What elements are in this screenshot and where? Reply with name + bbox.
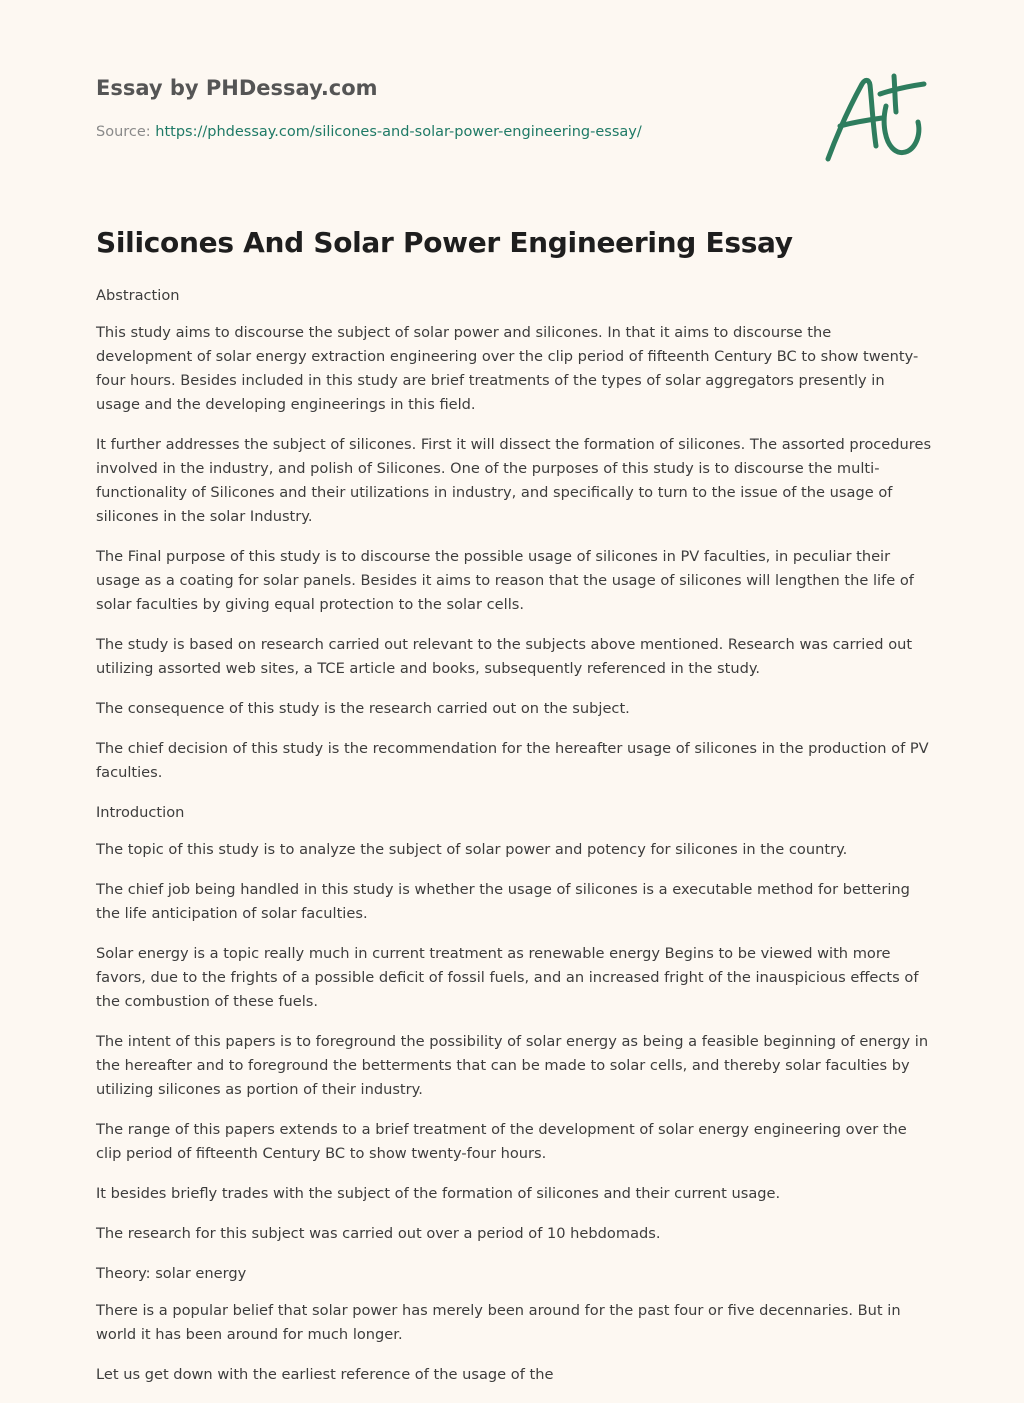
essay-paragraph: The Final purpose of this study is to discourse the possible usage of silicones in PV faculties, in peculiar their usage as a coating for solar panels. Besides it aims to reason that the usage of silicones will lengthen the life of solar faculties by giving equal protection to the solar cells.	[96, 548, 914, 613]
essay-paragraph: The consequence of this study is the research carried out on the subject.	[96, 700, 630, 717]
essay-paragraph: Let us get down with the earliest reference of the usage of the	[96, 1366, 554, 1383]
section-heading: Abstraction	[96, 287, 180, 304]
essay-paragraph: Solar energy is a topic really much in current treatment as renewable energy Begins to be viewed with more favors, due to the frights of a possible deficit of fossil fuels, and an increased fright of the inauspicious effects of the combustion of these fuels.	[96, 945, 919, 1010]
essay-body	[96, 284, 932, 1403]
source-line	[96, 124, 642, 140]
source-label: Source:	[96, 124, 156, 140]
essay-paragraph: This study aims to discourse the subject of solar power and silicones. In that it aims to discourse the development of solar energy extraction engineering over the clip period of fifteenth Century BC to show twenty-four hours. Besides included in this study are brief treatments of the types of solar aggregators presently in usage and the developing engineerings in this field.	[96, 324, 919, 413]
essay-paragraph: The topic of this study is to analyze the subject of solar power and potency for silicones in the country.	[96, 841, 848, 858]
essay-paragraph: The chief job being handled in this study is whether the usage of silicones is a executable method for bettering the life anticipation of solar faculties.	[96, 881, 910, 922]
source-link[interactable]: https://phdessay.com/silicones-and-solar-power-engineering-essay/	[155, 124, 642, 140]
essay-paragraph: The research for this subject was carried out over a period of 10 hebdomads.	[96, 1225, 661, 1242]
essay-paragraph: It further addresses the subject of silicones. First it will dissect the formation of silicones. The assorted procedures involved in the industry, and polish of Silicones. One of the purposes of this study is to discourse the multi-functionality of Silicones and their utilizations in industry, and specifically to turn to the issue of the usage of silicones in the solar Industry.	[96, 436, 932, 525]
essay-paragraph: The intent of this papers is to foreground the possibility of solar energy as being a feasible beginning of energy in the hereafter and to foreground the betterments that can be made to solar cells, and thereby solar faculties by utilizing silicones as portion of their industry.	[96, 1033, 929, 1098]
essay-paragraph: The range of this papers extends to a brief treatment of the development of solar energy engineering over the clip period of fifteenth Century BC to show twenty-four hours.	[96, 1121, 907, 1162]
essay-paragraph: There is a popular belief that solar power has merely been around for the past four or five decennaries. But in world it has been around for much longer.	[96, 1302, 901, 1343]
essay-paragraph: It besides briefly trades with the subject of the formation of silicones and their current usage.	[96, 1185, 781, 1202]
essay-paragraph: The study is based on research carried out relevant to the subjects above mentioned. Research was carried out utilizing assorted web sites, a TCE article and books, subsequently referenced in the study.	[96, 636, 913, 677]
essay-title: Silicones And Solar Power Engineering Essay	[96, 226, 793, 259]
essay-paragraph: The chief decision of this study is the recommendation for the hereafter usage of silicones in the production of PV faculties.	[96, 740, 929, 781]
section-heading: Theory: solar energy	[96, 1265, 247, 1282]
a-plus-logo-icon	[824, 66, 928, 166]
site-name: Essay by PHDessay.com	[96, 76, 378, 100]
section-heading: Introduction	[96, 804, 185, 821]
